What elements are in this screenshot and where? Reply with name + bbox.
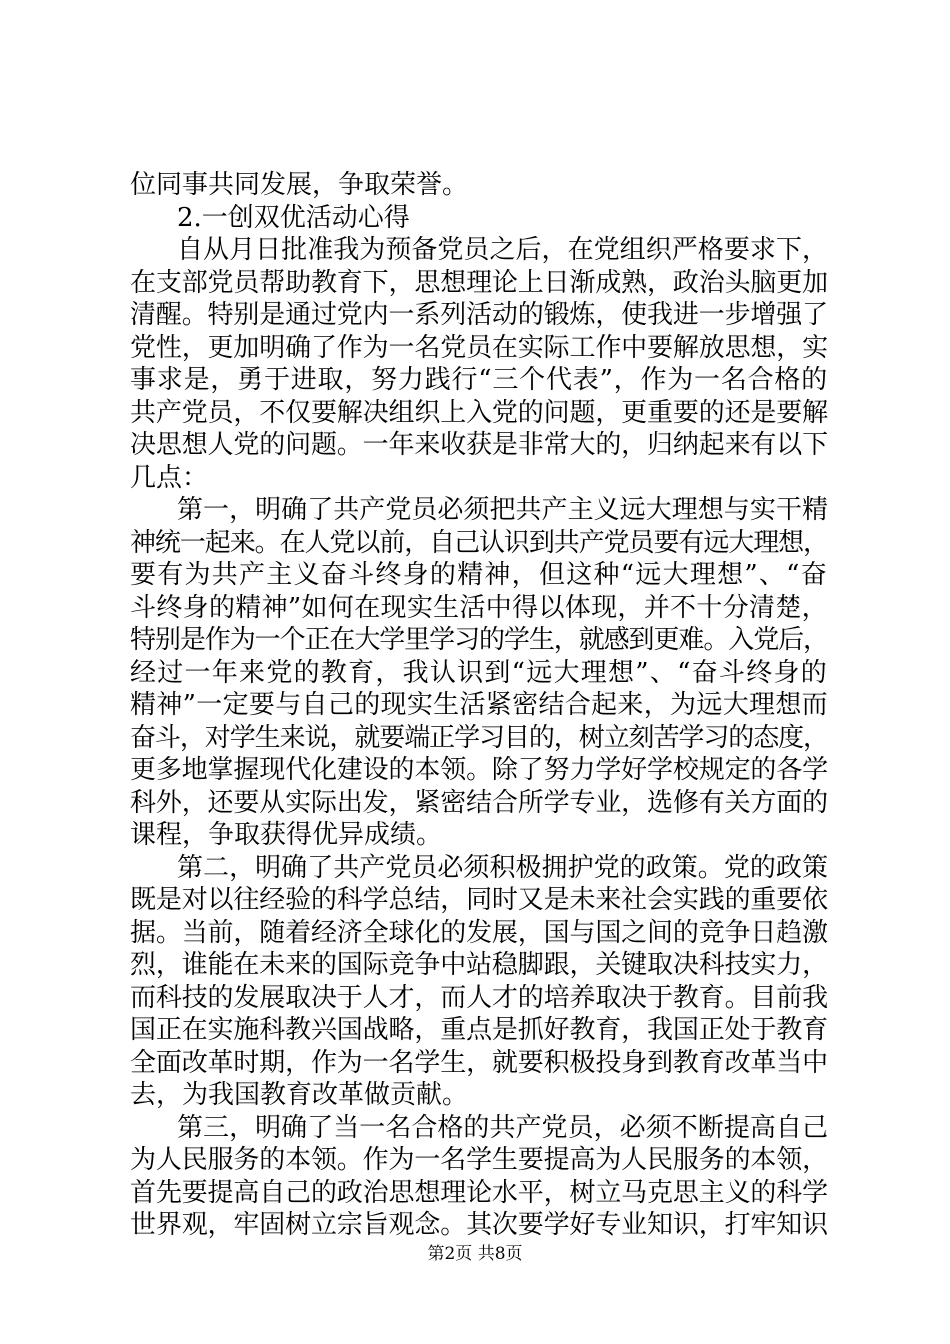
text-line-content: 要有为共产主义奋斗终身的精神，但这种“远大理想”、“奋 [130, 560, 828, 590]
text-line [0, 300, 950, 330]
text-line [0, 1080, 950, 1110]
text-line [0, 950, 950, 980]
text-line [0, 398, 950, 428]
text-line-content: 课程，争取获得优异成绩。 [130, 820, 443, 850]
text-line-content: 党性，更加明确了作为一名党员在实际工作中要解放思想，实 [130, 332, 828, 363]
text-line-content: 在支部党员帮助教育下，思想理论上日渐成熟，政治头脑更加 [130, 267, 828, 298]
text-line-content: 烈，谁能在未来的国际竞争中站稳脚跟，关键取决科技实力， [130, 950, 828, 980]
text-line-content: 奋斗，对学生来说，就要端正学习目的，树立刻苦学习的态度， [130, 722, 828, 753]
text-line-content: 据。当前，随着经济全球化的发展，国与国之间的竞争日趋激 [130, 917, 828, 948]
text-line [0, 625, 950, 655]
text-line-content: 精神”一定要与自己的现实生活紧密结合起来，为远大理想而 [130, 690, 828, 720]
text-line [0, 885, 950, 915]
text-line-content: 世界观，牢固树立宗旨观念。其次要学好专业知识，打牢知识 [130, 1210, 828, 1240]
text-line-content: 更多地掌握现代化建设的本领。除了努力学好学校规定的各学 [130, 755, 828, 785]
text-line-content: 第一，明确了共产党员必须把共产主义远大理想与实干精 [177, 495, 828, 525]
text-line [0, 1015, 950, 1045]
text-line-content: 共产党员，不仅要解决组织上入党的问题，更重要的还是要解 [130, 397, 828, 428]
text-line [0, 268, 950, 298]
text-line [0, 333, 950, 363]
text-line-content: 斗终身的精神”如何在现实生活中得以体现，并不十分清楚， [130, 592, 828, 623]
text-line-content: 决思想人党的问题。一年来收获是非常大的，归纳起来有以下 [130, 430, 828, 460]
text-line [0, 690, 950, 720]
text-line [0, 1113, 950, 1143]
text-line [0, 203, 950, 233]
text-line-content: 第二，明确了共产党员必须积极拥护党的政策。党的政策 [177, 852, 828, 883]
text-line [0, 463, 950, 493]
text-line-content: 特别是作为一个正在大学里学习的学生，就感到更难。入党后， [130, 625, 828, 655]
text-line [0, 430, 950, 460]
text-line-content: 几点： [130, 462, 209, 493]
text-line-content: 为人民服务的本领。作为一名学生要提高为人民服务的本领， [130, 1145, 828, 1175]
text-line-content: 2.一创双优活动心得 [177, 202, 410, 233]
text-line [0, 820, 950, 850]
text-line [0, 560, 950, 590]
text-line-content: 既是对以往经验的科学总结，同时又是未来社会实践的重要依 [130, 885, 828, 915]
text-line [0, 1178, 950, 1208]
text-line-content: 而科技的发展取决于人才，而人才的培养取决于教育。目前我 [130, 982, 828, 1013]
text-line [0, 170, 950, 200]
text-line-content: 神统一起来。在人党以前，自己认识到共产党员要有远大理想， [130, 527, 828, 558]
text-line-content: 第三，明确了当一名合格的共产党员，必须不断提高自己 [177, 1112, 828, 1143]
text-line-content: 科外，还要从实际出发，紧密结合所学专业，选修有关方面的 [130, 787, 828, 818]
text-line-content: 自从月日批准我为预备党员之后，在党组织严格要求下， [177, 235, 828, 265]
text-line [0, 755, 950, 785]
text-line [0, 365, 950, 395]
text-line-content: 全面改革时期，作为一名学生，就要积极投身到教育改革当中 [130, 1047, 828, 1078]
text-line [0, 593, 950, 623]
text-line [0, 658, 950, 688]
text-line [0, 723, 950, 753]
page-footer: 第2页 共8页 [427, 1244, 523, 1264]
text-line-content: 位同事共同发展，争取荣誉。 [130, 170, 469, 200]
text-line [0, 853, 950, 883]
text-line-content: 去，为我国教育改革做贡献。 [130, 1080, 469, 1110]
text-line [0, 918, 950, 948]
text-line-content: 事求是，勇于进取，努力践行“三个代表”，作为一名合格的 [130, 365, 828, 395]
text-line [0, 528, 950, 558]
text-line-content: 经过一年来党的教育，我认识到“远大理想”、“奋斗终身的 [130, 657, 828, 688]
text-line [0, 1210, 950, 1240]
text-line-content: 首先要提高自己的政治思想理论水平，树立马克思主义的科学 [130, 1177, 828, 1208]
text-line [0, 1048, 950, 1078]
text-line [0, 788, 950, 818]
text-line [0, 1145, 950, 1175]
text-line-content: 清醒。特别是通过党内一系列活动的锻炼，使我进一步增强了 [130, 300, 828, 330]
text-line-content: 国正在实施科教兴国战略，重点是抓好教育，我国正处于教育 [130, 1015, 828, 1045]
text-line [0, 983, 950, 1013]
text-line [0, 495, 950, 525]
text-line [0, 235, 950, 265]
